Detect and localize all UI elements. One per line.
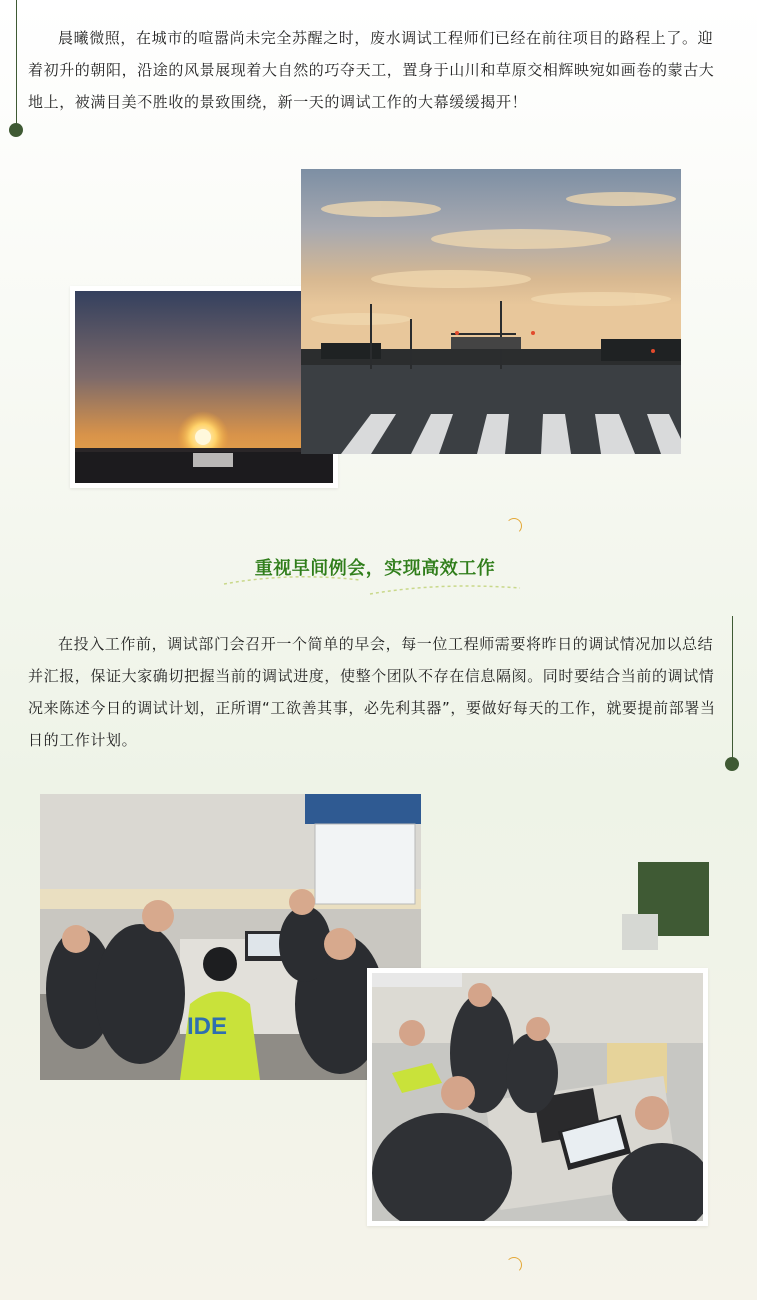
vest-logo-text: IDE	[187, 1013, 228, 1040]
section-accent-dot	[725, 757, 739, 771]
intro-paragraph: 晨曦微照，在城市的喧嚣尚未完全苏醒之时，废水调试工程师们已经在前往项目的路程上了。迎着初升的朝阳，沿途的风景展现着大自然的巧夺天工，置身于山川和草原交相辉映宛如画卷的蒙古大地上，被满目美不胜收的景致围绕，新一天的调试工作的大幕缓缓揭开！	[28, 29, 715, 111]
meeting-photo-2-frame	[367, 968, 708, 1226]
road-dawn-photo	[301, 169, 681, 454]
intro-accent-line	[16, 0, 17, 124]
sunset-photo-frame	[70, 286, 338, 488]
intro-accent-dot	[9, 123, 23, 137]
section-heading: 重视早间例会，实现高效工作	[254, 558, 496, 579]
meeting-photo-1	[40, 794, 421, 1080]
decor-ring-icon	[506, 518, 522, 534]
heading-underline-icon	[220, 568, 530, 598]
section-paragraph: 在投入工作前，调试部门会召开一个简单的早会，每一位工程师需要将昨日的调试情况加以总结并汇报，保证大家确切把握当前的调试进度，使整个团队不存在信息隔阂。同时要结合当前的调试情况来陈述今日的调试计划，正所谓“工欲善其事，必先利其器”，要做好每天的工作，就要提前部署当日的工作计划。	[28, 635, 716, 749]
section-heading-wrap	[220, 550, 530, 600]
section-accent-line	[732, 616, 733, 762]
meeting-photo-2	[372, 973, 703, 1221]
decor-square-light	[622, 914, 658, 950]
sunset-photo	[75, 291, 333, 483]
decor-ring-bottom-icon	[506, 1257, 522, 1273]
